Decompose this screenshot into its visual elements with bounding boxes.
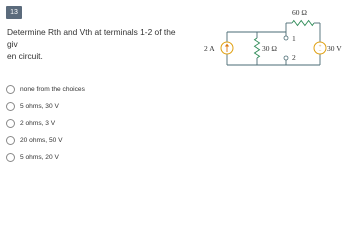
resistor-60-label: 60 Ω: [292, 8, 307, 17]
option-none-from-the-choices[interactable]: [6, 82, 85, 96]
option-label: 20 ohms, 50 V: [20, 136, 63, 144]
option-5-ohms-20v[interactable]: [6, 150, 59, 164]
option-label: 2 ohms, 3 V: [20, 119, 56, 127]
terminal-2-label: 2: [292, 53, 296, 62]
voltage-source: [314, 42, 326, 55]
radio-button[interactable]: [6, 136, 15, 145]
plus-sign-icon: +: [318, 44, 322, 50]
radio-button[interactable]: [6, 85, 15, 94]
question-text-line-2: en circuit.: [7, 51, 43, 61]
terminal-1-node: [284, 36, 288, 40]
resistor-60-ohm: [292, 21, 314, 26]
radio-button[interactable]: [6, 102, 15, 111]
resistor-30-ohm: [255, 38, 260, 58]
option-2-ohms-3v[interactable]: [6, 116, 55, 130]
current-source: [221, 42, 233, 54]
current-source-label: 2 A: [204, 44, 215, 53]
circuit-diagram: [196, 4, 346, 80]
option-label: 5 ohms, 30 V: [20, 102, 59, 110]
question-text-line-1: Determine Rth and Vth at terminals 1-2 of the giv: [7, 27, 176, 49]
question-text: [7, 26, 187, 62]
terminal-1-label: 1: [292, 34, 296, 43]
radio-button[interactable]: [6, 153, 15, 162]
option-label: 5 ohms, 20 V: [20, 153, 59, 161]
voltage-source-label: 30 V: [327, 44, 342, 53]
option-20-ohms-50v[interactable]: [6, 133, 63, 147]
option-5-ohms-30v[interactable]: [6, 99, 59, 113]
terminal-2-node: [284, 56, 288, 60]
resistor-30-label: 30 Ω: [262, 44, 277, 53]
minus-sign-icon: −: [318, 49, 322, 55]
radio-button[interactable]: [6, 119, 15, 128]
option-label: none from the choices: [20, 85, 85, 93]
question-number-badge: 13: [6, 6, 22, 19]
